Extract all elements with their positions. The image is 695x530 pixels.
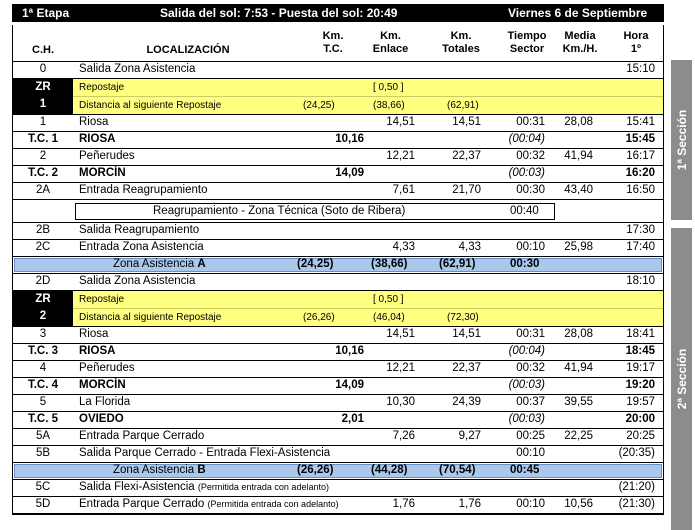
section-1-label: 1ª Sección <box>674 109 689 171</box>
time-control-row: T.C. 2 MORCÍN 14,09 (00:03) 16:20 <box>13 166 663 183</box>
regroup-row: Reagrupamiento - Zona Técnica (Soto de Ribera) 00:40 <box>13 200 663 223</box>
table-row: 0 Salida Zona Asistencia 15:10 <box>13 62 663 79</box>
section-1-tab <box>671 60 692 220</box>
header-km-totales: Km. Totales <box>442 30 480 55</box>
refuel-zone-1: ZR 1 Repostaje [ 0,50 ] Distancia al siguiente Repostaje (24,25) (38,66) (62,91) <box>13 79 663 115</box>
stage-date: Viernes 6 de Septiembre <box>508 6 648 20</box>
time-control-row: T.C. 4 MORCÍN 14,09 (00:03) 19:20 <box>13 378 663 395</box>
section-2-label: 2ª Sección <box>674 348 689 410</box>
timetable <box>12 25 664 515</box>
header-localizacion: LOCALIZACIÓN <box>146 44 230 56</box>
header-km-tc: Km. T.C. <box>322 30 344 55</box>
sun-times: Salida del sol: 7:53 - Puesta del sol: 20:49 <box>160 6 398 20</box>
table-row: 5C Salida Flexi-Asistencia (Permitida entrada con adelanto) (21:20) <box>13 480 663 497</box>
refuel-zone-2: ZR 2 Repostaje [ 0,50 ] Distancia al siguiente Repostaje (26,26) (46,04) (72,30) <box>13 291 663 327</box>
stage-label: 1ª Etapa <box>22 6 70 20</box>
table-row: 5 La Florida 10,30 24,39 00:37 39,55 19:57 <box>13 395 663 412</box>
table-row: 5B Salida Parque Cerrado - Entrada Flexi-Asistencia 00:10 (20:35) <box>13 446 663 463</box>
stage-header-bar <box>12 4 664 22</box>
time-control-row: T.C. 3 RIOSA 10,16 (00:04) 18:45 <box>13 344 663 361</box>
service-zone-b: Zona Asistencia B (26,26) (44,28) (70,54) 00:45 <box>13 463 663 480</box>
table-row: 5A Entrada Parque Cerrado 7,26 9,27 00:25 22,25 20:25 <box>13 429 663 446</box>
table-row: 2 Peñerudes 12,21 22,37 00:32 41,94 16:17 <box>13 149 663 166</box>
section-2-tab <box>671 228 692 530</box>
table-row: 2D Salida Zona Asistencia 18:10 <box>13 274 663 291</box>
header-media: Media Km./H. <box>562 30 598 55</box>
header-hora: Hora 1º <box>623 30 649 55</box>
table-row: 2C Entrada Zona Asistencia 4,33 4,33 00:10 25,98 17:40 <box>13 240 663 257</box>
table-row: 1 Riosa 14,51 14,51 00:31 28,08 15:41 <box>13 115 663 132</box>
table-header <box>13 25 663 62</box>
table-row: 2A Entrada Reagrupamiento 7,61 21,70 00:30 43,40 16:50 <box>13 183 663 200</box>
time-control-row: T.C. 5 OVIEDO 2,01 (00:03) 20:00 <box>13 412 663 429</box>
table-row: 2B Salida Reagrupamiento 17:30 <box>13 223 663 240</box>
table-row: 4 Peñerudes 12,21 22,37 00:32 41,94 19:17 <box>13 361 663 378</box>
header-km-enlace: Km. Enlace <box>372 30 409 55</box>
time-control-row: T.C. 1 RIOSA 10,16 (00:04) 15:45 <box>13 132 663 149</box>
header-tiempo-sector: Tiempo Sector <box>507 30 547 55</box>
header-ch: C.H. <box>32 44 54 56</box>
table-row: 5D Entrada Parque Cerrado (Permitida entrada con adelanto) 1,76 1,76 00:10 10,56 (21:30) <box>13 497 663 514</box>
service-zone-a: Zona Asistencia A (24,25) (38,66) (62,91) 00:30 <box>13 257 663 274</box>
table-row: 3 Riosa 14,51 14,51 00:31 28,08 18:41 <box>13 327 663 344</box>
